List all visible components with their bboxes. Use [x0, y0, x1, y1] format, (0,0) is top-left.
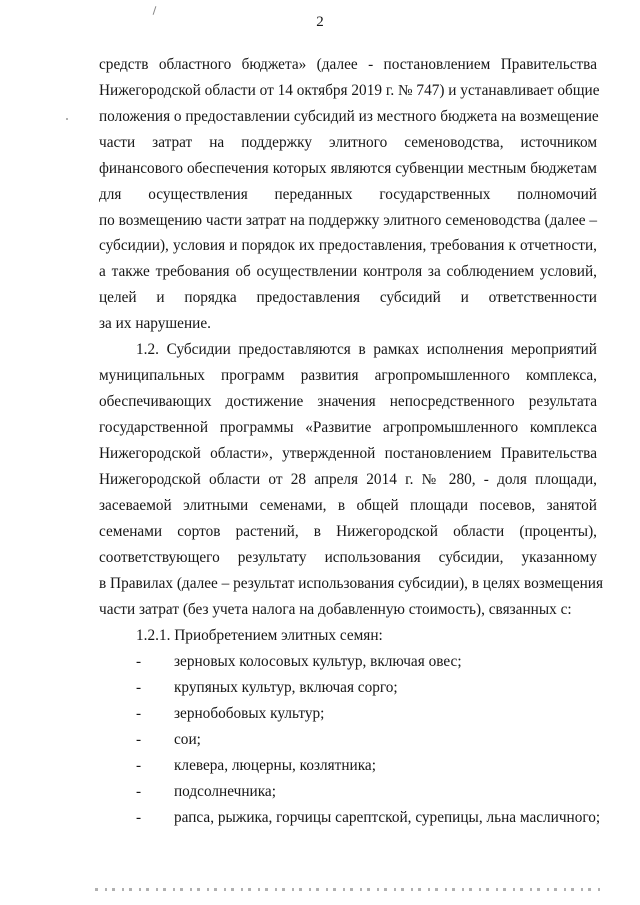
paragraph-2-line-8: семенами сортов растений, в Нижегородской области (проценты), [99, 523, 597, 540]
paragraph-1-line-3: положения о предоставлении субсидий из местного бюджета на возмещение [99, 108, 599, 125]
list-dash: - [136, 757, 142, 774]
list-dash: - [136, 731, 142, 748]
paragraph-2-line-10: в Правилах (далее – результат использования субсидии), в целях возмещения [99, 575, 604, 592]
paragraph-2-line-7: засеваемой элитными семенами, в общей площади посевов, занятой [99, 497, 597, 514]
list-item-text: зерновых колосовых культур, включая овес; [174, 653, 462, 670]
scan-dot [66, 118, 68, 120]
paragraph-2-line-5: Нижегородской области», утвержденной постановлением Правительства [99, 445, 597, 462]
paragraph-1-line-2: Нижегородской области от 14 октября 2019 г. № 747) и устанавливает общие [99, 82, 600, 99]
paragraph-1-line-8: субсидии), условия и порядок их предоставления, требования к отчетности, [99, 237, 597, 254]
list-item-text: клевера, люцерны, козлятника; [174, 757, 376, 774]
list-item-text: зернобобовых культур; [174, 705, 325, 722]
paragraph-1-line-9: а также требования об осуществлении контроля за соблюдением условий, [99, 263, 597, 280]
paragraph-1-line-11: за их нарушение. [99, 315, 211, 332]
paragraph-2-line-1: 1.2. Субсидии предоставляются в рамках исполнения мероприятий [136, 341, 597, 358]
list-item-text: крупяных культур, включая сорго; [174, 679, 398, 696]
list-dash: - [136, 705, 142, 722]
paragraph-1-line-7: по возмещению части затрат на поддержку элитного семеноводства (далее – [99, 212, 597, 229]
page-number: 2 [316, 14, 324, 30]
list-dash: - [136, 653, 142, 670]
scan-footer-marks [95, 888, 605, 891]
paragraph-1-line-1: средств областного бюджета» (далее - постановлением Правительства [99, 56, 597, 73]
list-item-text: рапса, рыжика, горчицы сарептской, сурепицы, льна масличного; [174, 809, 601, 826]
paragraph-2-line-2: муниципальных программ развития агропромышленного комплекса, [99, 367, 597, 384]
list-dash: - [136, 809, 142, 826]
paragraph-2-line-9: соответствующего результату использования субсидии, указанному [99, 549, 597, 566]
list-item-text: сои; [174, 731, 201, 748]
paragraph-2-line-11: части затрат (без учета налога на добавленную стоимость), связанных с: [99, 601, 572, 618]
list-dash: - [136, 679, 142, 696]
paragraph-1-line-5: финансового обеспечения которых являются субвенции местным бюджетам [99, 160, 597, 177]
paragraph-1-line-6: для осуществления переданных государственных полномочий [99, 186, 597, 203]
list-dash: - [136, 783, 142, 800]
paragraph-1-line-10: целей и порядка предоставления субсидий и ответственности [99, 289, 597, 306]
paragraph-1-line-4: части затрат на поддержку элитного семеноводства, источником [99, 134, 597, 151]
paragraph-2-line-3: обеспечивающих достижение значения непосредственного результата [99, 393, 597, 410]
list-item-text: подсолнечника; [174, 783, 276, 800]
paragraph-2-line-4: государственной программы «Развитие агропромышленного комплекса [99, 419, 597, 436]
subsection-heading: 1.2.1. Приобретением элитных семян: [136, 627, 383, 644]
paragraph-2-line-6: Нижегородской области от 28 апреля 2014 г. № 280, - доля площади, [99, 471, 597, 488]
